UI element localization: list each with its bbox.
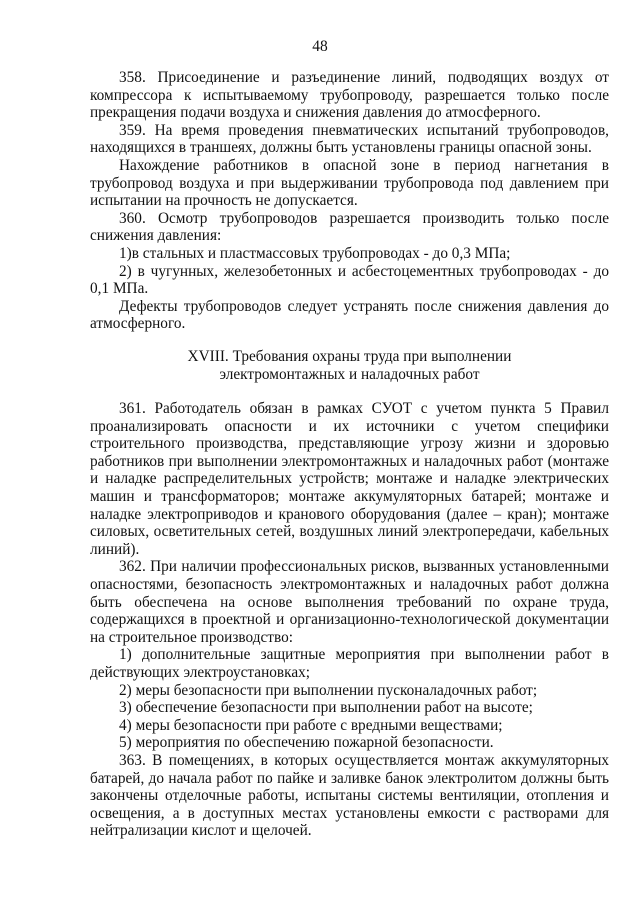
list-item-362-3: 3) обеспечение безопасности при выполнении работ на высоте; <box>119 699 533 717</box>
section-heading-line-2: электромонтажных и наладочных работ <box>219 365 480 383</box>
list-item-360-1: 1)в стальных и пластмассовых трубопроводах - до 0,3 МПа; <box>119 244 511 262</box>
paragraph-361: 361. Работодатель обязан в рамках СУОТ с учетом пункта 5 Правил проанализировать опасности и их источники с учетом специфики строительного производства, представляющие угрозу жизни и здоровью работников при выполнении электромонтажных и наладочных работ (монтаже и наладке распределительных устройств; монтаже и наладке электрических машин и трансформаторов; монтаже аккумуляторных батарей; монтаже и наладке электроприводов и кранового оборудования (далее – кран); монтаже силовых, осветительных сетей, воздушных линий электропередачи, кабельных линий). <box>90 400 609 558</box>
list-item-362-5: 5) мероприятия по обеспечению пожарной безопасности. <box>119 734 494 752</box>
section-heading <box>90 348 609 383</box>
paragraph-363: 363. В помещениях, в которых осуществляется монтаж аккумуляторных батарей, до начала работ по пайке и заливке банок электролитом должны быть закончены отделочные работы, испытаны системы вентиляции, отопления и освещения, а в доступных местах установлены емкости с растворами для нейтрализации кислот и щелочей. <box>90 751 609 840</box>
paragraph-359-continuation: Нахождение работников в опасной зоне в период нагнетания в трубопровод воздуха и при выдерживании трубопровода под давлением при испытании на прочность не допускается. <box>90 156 609 210</box>
list-item-362-1: 1) дополнительные защитные мероприятия при выполнении работ в действующих электроустановках; <box>90 646 609 681</box>
document-body <box>90 69 609 840</box>
paragraph-360-continuation: Дефекты трубопроводов следует устранять после снижения давления до атмосферного. <box>90 297 609 333</box>
paragraph-358: 358. Присоединение и разъединение линий, подводящих воздух от компрессора к испытываемому трубопроводу, разрешается только после прекращения подачи воздуха и снижения давления до атмосферного. <box>90 69 609 122</box>
page-number: 48 <box>312 38 328 55</box>
list-item-362-2: 2) меры безопасности при выполнении пусконаладочных работ; <box>119 681 538 699</box>
section-heading-line-1: XVIII. Требования охраны труда при выполнении <box>187 347 512 365</box>
paragraph-362: 362. При наличии профессиональных рисков, вызванных установленными опасностями, безопасность электромонтажных и наладочных работ должна быть обеспечена на основе выполнения требований по охране труда, содержащихся в проектной и организационно-технологической документации на строительное производство: <box>90 558 609 646</box>
paragraph-360: 360. Осмотр трубопроводов разрешается производить только после снижения давления: <box>90 209 609 245</box>
paragraph-359: 359. На время проведения пневматических испытаний трубопроводов, находящихся в траншеях, должны быть установлены границы опасной зоны. <box>90 121 609 157</box>
list-item-360-2: 2) в чугунных, железобетонных и асбестоцементных трубопроводах - до 0,1 МПа. <box>90 262 609 298</box>
list-item-362-4: 4) меры безопасности при работе с вредными веществами; <box>119 716 503 734</box>
